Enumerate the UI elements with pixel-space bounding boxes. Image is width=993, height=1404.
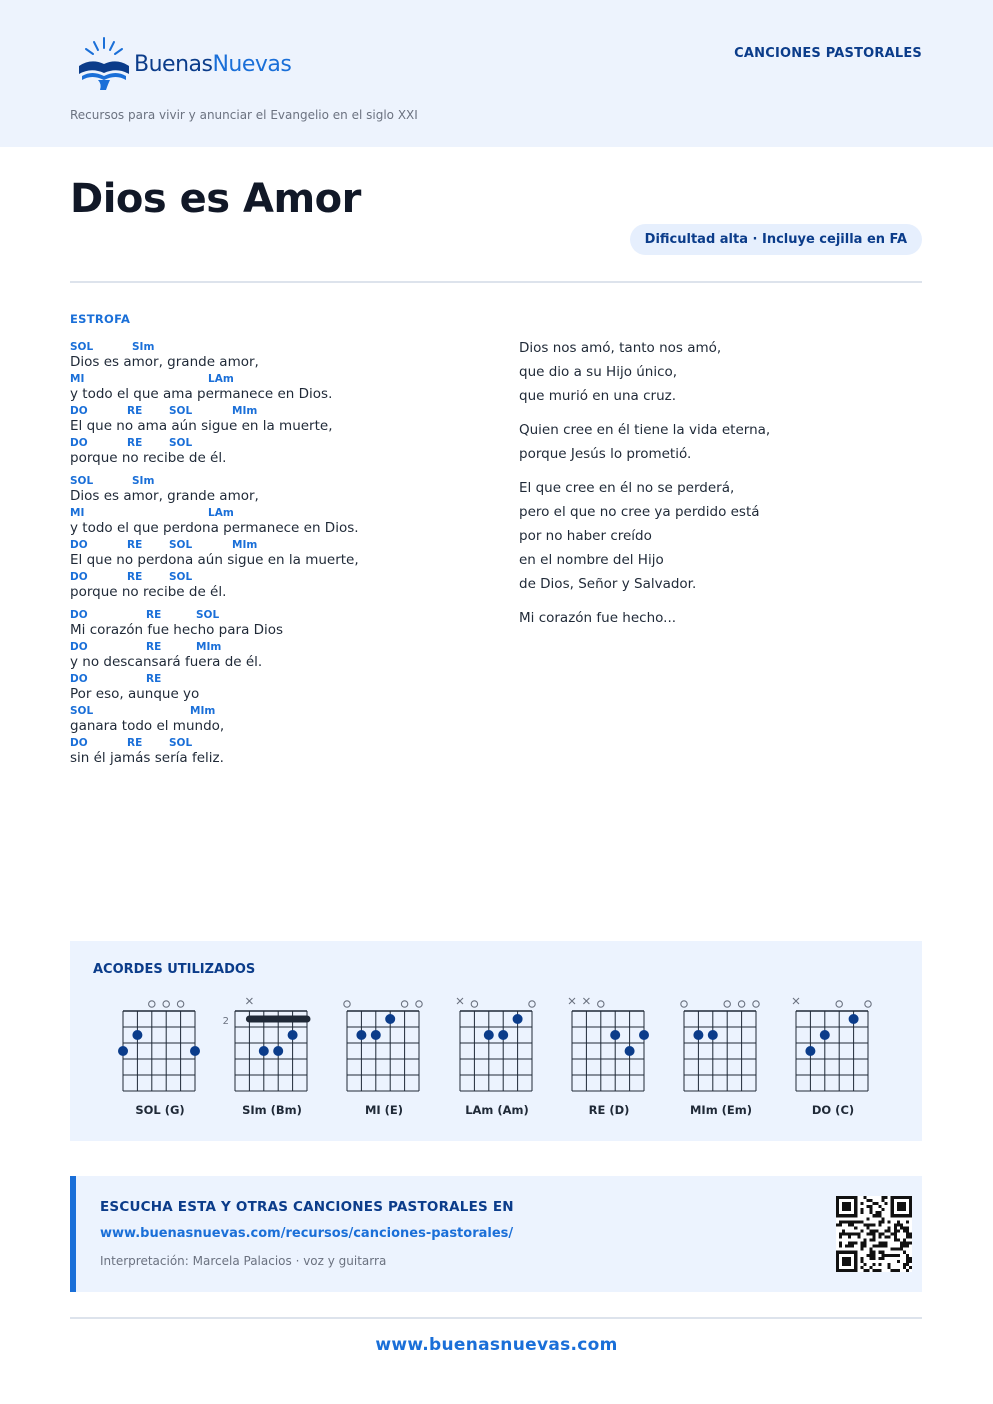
- finger-dot: [273, 1046, 283, 1056]
- finger-dot: [625, 1046, 635, 1056]
- open-string-icon: [416, 1001, 422, 1007]
- chord-symbol: RE: [146, 609, 162, 621]
- open-book-sunrise-icon: [76, 36, 132, 92]
- chord-row: [70, 474, 490, 487]
- lyric-text: Dios nos amó, tanto nos amó,: [519, 340, 722, 356]
- open-string-icon: [163, 1001, 169, 1007]
- fret-number: 2: [222, 1016, 229, 1027]
- chord-row: [70, 608, 490, 621]
- finger-dot: [356, 1030, 366, 1040]
- chord-symbol: RE: [127, 737, 143, 749]
- stanza: [70, 474, 490, 602]
- chord-name: DO (C): [811, 1103, 855, 1117]
- open-string-icon: [724, 1001, 730, 1007]
- promo-box: [70, 1176, 922, 1292]
- chord-name: SIm (Bm): [242, 1103, 302, 1117]
- finger-dot: [132, 1030, 142, 1040]
- chord-symbol: DO: [70, 437, 88, 449]
- chord-grid-icon: [441, 989, 553, 1099]
- lyric-text: que murió en una cruz.: [519, 388, 677, 404]
- lyric-text: por no haber creído: [519, 528, 652, 544]
- lyrics-right-column: [519, 336, 919, 640]
- muted-string-icon: [246, 998, 252, 1004]
- stanza: [519, 418, 919, 466]
- chord-row: [70, 640, 490, 653]
- chord-symbol: DO: [70, 539, 88, 551]
- open-string-icon: [471, 1001, 477, 1007]
- title-divider: [70, 281, 922, 283]
- stanza: [70, 608, 490, 768]
- chord-symbol: SOL: [70, 475, 94, 487]
- open-string-icon: [401, 1001, 407, 1007]
- chord-symbol: DO: [70, 571, 88, 583]
- chord-symbol: DO: [70, 737, 88, 749]
- chord-name: MI (E): [364, 1103, 404, 1117]
- promo-credit: Interpretación: Marcela Palacios · voz y guitarra: [100, 1254, 387, 1268]
- lyric-line: [70, 640, 490, 672]
- chords-panel: [70, 941, 922, 1141]
- finger-dot: [190, 1046, 200, 1056]
- chord-symbol: RE: [127, 405, 143, 417]
- open-string-icon: [529, 1001, 535, 1007]
- chord-symbol: RE: [146, 641, 162, 653]
- stanza: [70, 340, 490, 468]
- finger-dot: [385, 1014, 395, 1024]
- promo-title: ESCUCHA ESTA Y OTRAS CANCIONES PASTORALES EN: [100, 1199, 514, 1215]
- open-string-icon: [344, 1001, 350, 1007]
- lyric-line: [70, 570, 490, 602]
- chord-symbol: RE: [127, 437, 143, 449]
- chord-row: [70, 538, 490, 551]
- chord-grid-icon: [328, 989, 440, 1099]
- open-string-icon: [865, 1001, 871, 1007]
- open-string-icon: [681, 1001, 687, 1007]
- lyric-text: El que cree en él no se perderá,: [519, 480, 735, 496]
- chord-symbol: SOL: [169, 737, 193, 749]
- finger-dot: [805, 1046, 815, 1056]
- tagline: Recursos para vivir y anunciar el Evangelio en el siglo XXI: [70, 108, 418, 122]
- lyric-text: porque Jesús lo prometió.: [519, 446, 692, 462]
- finger-dot: [484, 1030, 494, 1040]
- category-label: CANCIONES PASTORALES: [734, 46, 922, 61]
- chord-symbol: DO: [70, 641, 88, 653]
- lyrics-left-column: [70, 340, 490, 774]
- lyric-text: pero el que no cree ya perdido está: [519, 504, 760, 520]
- lyric-text: ganara todo el mundo,: [70, 718, 225, 734]
- chord-symbol: SOL: [196, 609, 220, 621]
- finger-dot: [259, 1046, 269, 1056]
- chord-diagram: [104, 989, 216, 1129]
- chord-grid-icon: [777, 989, 889, 1099]
- chord-symbol: DO: [70, 405, 88, 417]
- lyric-text: y todo el que perdona permanece en Dios.: [70, 520, 359, 536]
- chord-symbol: SOL: [169, 437, 193, 449]
- chord-row: [70, 340, 490, 353]
- finger-dot: [639, 1030, 649, 1040]
- chord-symbol: SOL: [70, 705, 94, 717]
- stanza: [519, 476, 919, 596]
- chord-symbol: RE: [127, 539, 143, 551]
- lyric-text: porque no recibe de él.: [70, 450, 227, 466]
- chord-symbol: LAm: [208, 507, 234, 519]
- lyric-text: El que no ama aún sigue en la muerte,: [70, 418, 333, 434]
- footer-link[interactable]: www.buenasnuevas.com: [375, 1335, 618, 1355]
- chord-symbol: MI: [70, 373, 85, 385]
- chord-name: RE (D): [588, 1103, 630, 1117]
- finger-dot: [371, 1030, 381, 1040]
- chord-row: [70, 570, 490, 583]
- chord-row: [70, 372, 490, 385]
- lyric-line: [70, 506, 490, 538]
- stanza: [519, 606, 919, 630]
- chord-symbol: RE: [146, 673, 162, 685]
- chord-symbol: SIm: [132, 341, 155, 353]
- chord-row: [70, 704, 490, 717]
- lyric-text: de Dios, Señor y Salvador.: [519, 576, 697, 592]
- muted-string-icon: [569, 998, 575, 1004]
- lyric-text: Dios es amor, grande amor,: [70, 488, 259, 504]
- difficulty-badge: Dificultad alta · Incluye cejilla en FA: [630, 224, 922, 255]
- chord-symbol: SOL: [70, 341, 94, 353]
- brand-logo[interactable]: [76, 36, 296, 92]
- finger-dot: [288, 1030, 298, 1040]
- chord-name: SOL (G): [135, 1103, 185, 1117]
- chord-diagram: [777, 989, 889, 1129]
- chord-name: MIm (Em): [689, 1103, 753, 1117]
- chord-symbol: MIm: [196, 641, 222, 653]
- chord-row: [70, 736, 490, 749]
- finger-dot: [610, 1030, 620, 1040]
- chord-grid-icon: [216, 989, 328, 1099]
- chord-grid-icon: [553, 989, 665, 1099]
- open-string-icon: [149, 1001, 155, 1007]
- lyric-text: Mi corazón fue hecho para Dios: [70, 622, 284, 638]
- chord-row: [70, 436, 490, 449]
- lyric-text: Por eso, aunque yo: [70, 686, 200, 702]
- lyric-line: [70, 474, 490, 506]
- chord-symbol: DO: [70, 609, 88, 621]
- chords-panel-title: ACORDES UTILIZADOS: [93, 962, 256, 977]
- chord-symbol: SOL: [169, 539, 193, 551]
- chord-symbol: RE: [127, 571, 143, 583]
- lyric-text: que dio a su Hijo único,: [519, 364, 678, 380]
- chord-symbol: LAm: [208, 373, 234, 385]
- footer-divider: [70, 1317, 922, 1319]
- lyric-line: [70, 404, 490, 436]
- chord-symbol: MIm: [190, 705, 216, 717]
- chord-symbol: MIm: [232, 405, 258, 417]
- chord-symbol: SIm: [132, 475, 155, 487]
- chord-row: [70, 404, 490, 417]
- finger-dot: [498, 1030, 508, 1040]
- chord-symbol: MIm: [232, 539, 258, 551]
- chord-grid-icon: [104, 989, 216, 1099]
- lyric-line: [70, 704, 490, 736]
- lyric-line: [70, 608, 490, 640]
- lyric-line: [70, 436, 490, 468]
- chord-symbol: SOL: [169, 405, 193, 417]
- lyric-text: El que no perdona aún sigue en la muerte,: [70, 552, 359, 568]
- chord-symbol: SOL: [169, 571, 193, 583]
- chord-diagram: [328, 989, 440, 1129]
- muted-string-icon: [457, 998, 463, 1004]
- song-title: Dios es Amor: [70, 176, 361, 222]
- chord-symbol: DO: [70, 673, 88, 685]
- finger-dot: [849, 1014, 859, 1024]
- finger-dot: [820, 1030, 830, 1040]
- chord-symbol: MI: [70, 507, 85, 519]
- finger-dot: [118, 1046, 128, 1056]
- lyric-line: [70, 340, 490, 372]
- lyric-line: [70, 538, 490, 570]
- lyric-text: Quien cree en él tiene la vida eterna,: [519, 422, 771, 438]
- open-string-icon: [738, 1001, 744, 1007]
- chord-grid-icon: [665, 989, 777, 1099]
- brand-wordmark: BuenasNuevas: [134, 52, 292, 77]
- lyric-text: en el nombre del Hijo: [519, 552, 664, 568]
- chord-name: LAm (Am): [465, 1103, 529, 1117]
- lyric-text: sin él jamás sería feliz.: [70, 750, 224, 766]
- page-header: [0, 0, 993, 147]
- lyric-line: [70, 736, 490, 768]
- lyric-line: [70, 372, 490, 404]
- chord-diagram: [665, 989, 777, 1129]
- promo-link[interactable]: www.buenasnuevas.com/recursos/canciones-pastorales/: [100, 1226, 514, 1241]
- chord-row: [70, 506, 490, 519]
- open-string-icon: [598, 1001, 604, 1007]
- chord-diagram: [216, 989, 328, 1129]
- open-string-icon: [753, 1001, 759, 1007]
- stanza: [519, 336, 919, 408]
- lyric-text: y no descansará fuera de él.: [70, 654, 263, 670]
- lyric-text: Mi corazón fue hecho...: [519, 610, 677, 626]
- lyric-text: porque no recibe de él.: [70, 584, 227, 600]
- finger-dot: [708, 1030, 718, 1040]
- lyric-text: Dios es amor, grande amor,: [70, 354, 259, 370]
- finger-dot: [693, 1030, 703, 1040]
- lyric-line: [70, 672, 490, 704]
- chord-diagram: [441, 989, 553, 1129]
- section-label: ESTROFA: [70, 312, 131, 326]
- open-string-icon: [177, 1001, 183, 1007]
- qr-code[interactable]: [836, 1196, 912, 1272]
- muted-string-icon: [793, 998, 799, 1004]
- open-string-icon: [836, 1001, 842, 1007]
- chord-diagram: [553, 989, 665, 1129]
- muted-string-icon: [583, 998, 589, 1004]
- finger-dot: [513, 1014, 523, 1024]
- lyric-text: y todo el que ama permanece en Dios.: [70, 386, 333, 402]
- chord-row: [70, 672, 490, 685]
